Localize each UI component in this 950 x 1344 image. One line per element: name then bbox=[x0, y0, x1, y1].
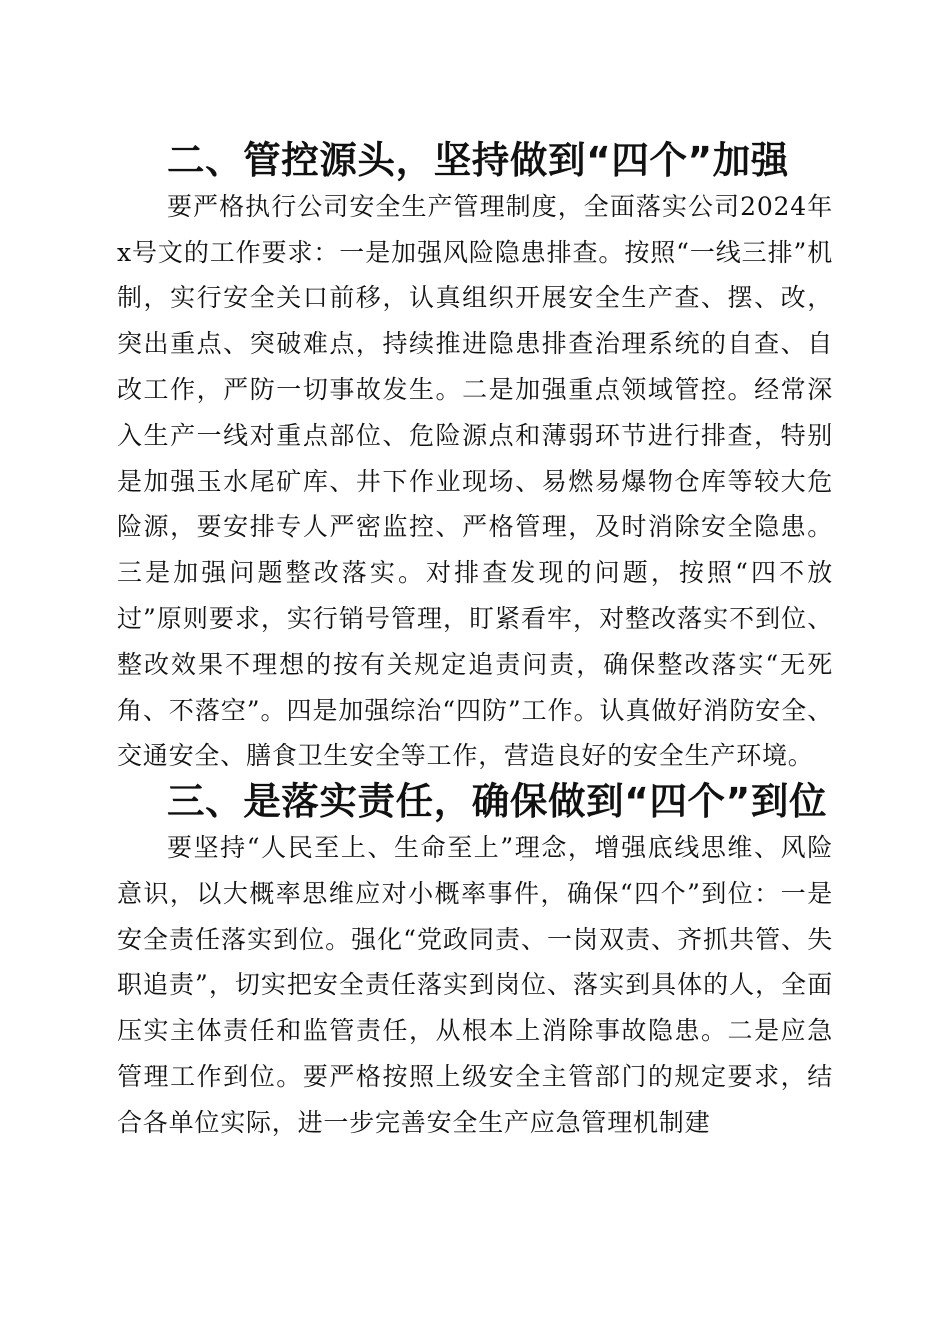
section-heading-3: 三、是落实责任，确保做到“四个”到位 bbox=[167, 779, 828, 824]
section-paragraph-3: 要坚持“人民至上、生命至上”理念，增强底线思维、风险意识，以大概率思维应对小概率事件，确保“四个”到位：一是安全责任落实到位。强化“党政同责、一岗双责、齐抓共管、失职追责”，切实把安全责任落实到岗位、落实到具体的人，全面压实主体责任和监管责任，从根本上消除事故隐患。二是应急管理工作到位。要严格按照上级安全主管部门的规定要求，结合各单位实际，进一步完善安全生产应急管理机制建 bbox=[117, 832, 833, 1137]
document-body bbox=[117, 138, 833, 1146]
section-paragraph-2: 要严格执行公司安全生产管理制度，全面落实公司2024年x号文的工作要求：一是加强风险隐患排查。按照“一线三排”机制，实行安全关口前移，认真组织开展安全生产查、摆、改，突出重点、突破难点，持续推进隐患排查治理系统的自查、自改工作，严防一切事故发生。二是加强重点领域管控。经常深入生产一线对重点部位、危险源点和薄弱环节进行排查，特别是加强玉水尾矿库、井下作业现场、易燃易爆物仓库等较大危险源，要安排专人严密监控、严格管理，及时消除安全隐患。三是加强问题整改落实。对排查发现的问题，按照“四不放过”原则要求，实行销号管理，盯紧看牢，对整改落实不到位、整改效果不理想的按有关规定追责问责，确保整改落实“无死角、不落空”。四是加强综治“四防”工作。认真做好消防安全、交通安全、膳食卫生安全等工作，营造良好的安全生产环境。 bbox=[117, 191, 833, 771]
section-heading-2: 二、管控源头，坚持做到“四个”加强 bbox=[167, 138, 789, 182]
